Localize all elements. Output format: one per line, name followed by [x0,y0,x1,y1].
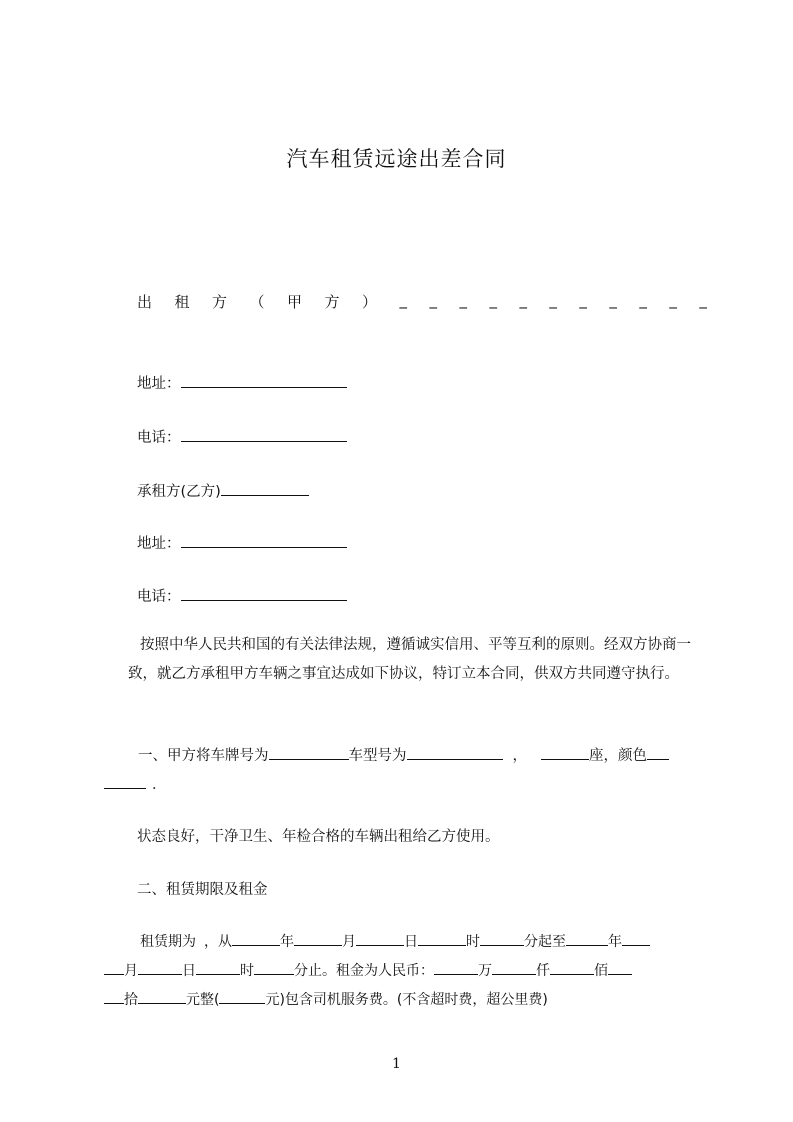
intro-paragraph: 按照中华人民共和国的有关法律法规，遵循诚实信用、平等互利的原则。经双方协商一致，就乙方承租甲方车辆之事宜达成如下协议，特订立本合同，供双方共同遵守执行。 [128,637,691,682]
lessor-char: 租 [174,293,190,311]
lessor-char: _ [609,291,617,309]
lessor-char: 甲 [287,293,303,311]
clause-2-heading: 二、租赁期限及租金 [137,882,268,898]
lessor-char: _ [699,291,707,309]
lessor-char: （ [249,293,265,311]
lessor-char: _ [489,291,497,309]
lessor-char: 方 [212,293,228,311]
lessor-char: _ [459,291,467,309]
clause-1-continued: 状态良好，干净卫生、年检合格的车辆出租给乙方使用。 [137,829,500,845]
lessee-phone-line [137,585,347,606]
lessee-phone-blank [181,586,347,601]
lessor-phone-blank [181,427,347,442]
lessor-char: _ [549,291,557,309]
lessor-char: ） [362,293,378,311]
lessee-address-blank [181,533,347,548]
lessee-label: 承租方(乙方) [137,484,221,500]
lessor-char: _ [579,291,587,309]
lessor-phone-label: 电话： [137,430,181,446]
rental-term-paragraph: 租赁期为 ，从 年 月 日 时 分起至 年 月 日 时 分止。租金为人民币： 万 仟 佰 拾 元整( 元)包含司机服务费。(不含超时费，超公里费) [128,928,703,1015]
lessor-char: 方 [324,293,340,311]
clause-1: 一、甲方将车牌号为 车型号为 ， 座，颜色 ． [128,742,703,800]
lessee-address-line [137,532,347,553]
lessee-blank [221,481,309,496]
lessor-address-blank [181,373,347,388]
lessor-char: 出 [137,293,153,311]
page-title: 汽车租赁远途出差合同 [286,147,507,171]
lessor-char: _ [669,291,677,309]
lessor-line [137,291,707,312]
page-number: 1 [392,1056,401,1072]
lessor-phone-line [137,426,347,447]
lessee-phone-label: 电话： [137,589,181,605]
lessor-char: _ [639,291,647,309]
lessor-char: _ [429,291,437,309]
lessor-address-line [137,372,347,393]
lessor-address-label: 地址： [137,376,181,392]
lessor-char: _ [399,291,407,309]
lessee-line [137,480,309,501]
lessee-address-label: 地址： [137,536,181,552]
lessor-char: _ [519,291,527,309]
